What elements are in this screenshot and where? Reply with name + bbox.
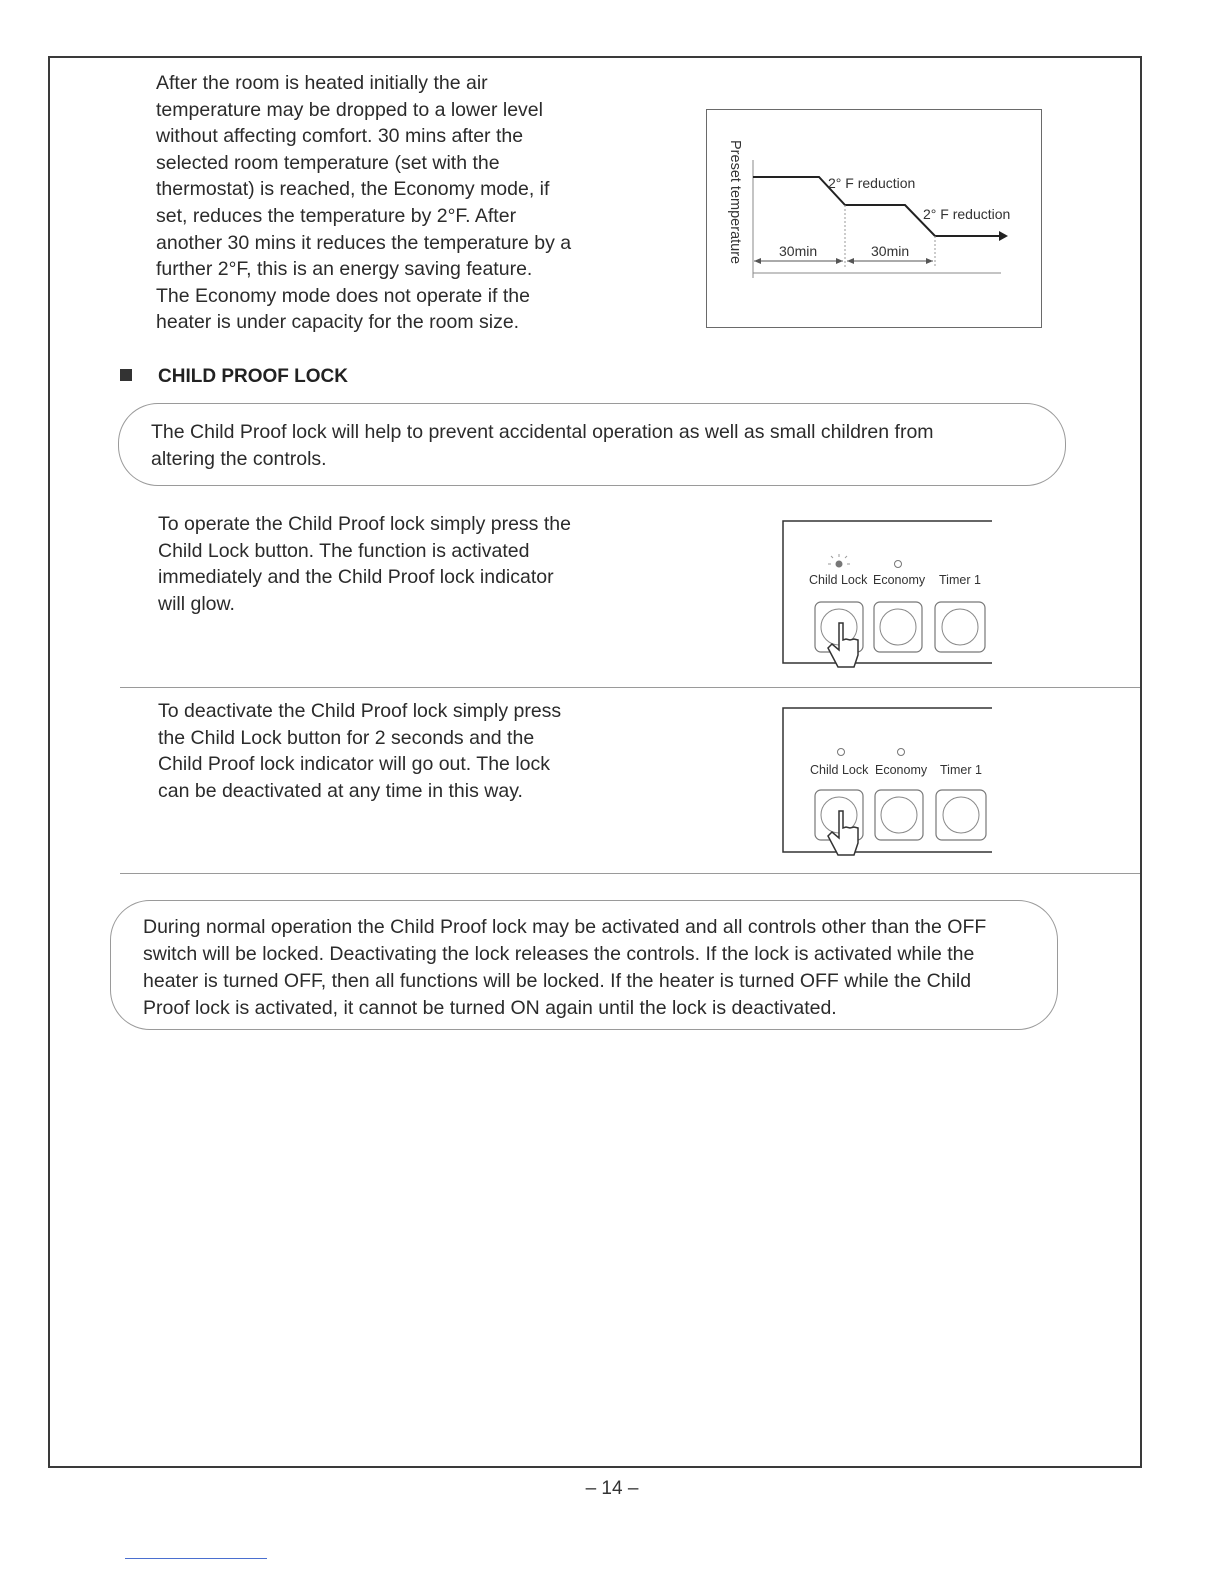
curve-arrowhead <box>999 231 1008 241</box>
note-text: During normal operation the Child Proof lock may be activated and all controls other than the OFF switch will be locked. Deactivating the lock releases the controls. If the lock is activated while the heater is turned OFF, then all functions will be locked. If the heater is turned OFF while the Child Proof lock is activated, it cannot be turned ON again until the lock is deactivated. <box>143 916 987 1019</box>
label-economy: Economy <box>875 763 928 777</box>
child-lock-indicator-lit <box>836 561 843 568</box>
interval-arrowhead <box>754 258 761 264</box>
intro-callout <box>118 403 1066 486</box>
label-economy: Economy <box>873 573 926 587</box>
button-ring <box>881 797 917 833</box>
pointing-hand-icon <box>828 623 858 667</box>
divider <box>120 687 1140 688</box>
interval-arrowhead <box>926 258 933 264</box>
panel-edge <box>783 708 992 852</box>
reduction-label-2: 2° F reduction <box>923 206 1011 222</box>
economy-chart <box>706 109 1042 328</box>
intro-text: The Child Proof lock will help to prevent accidental operation as well as small children from altering the controls. <box>151 421 934 470</box>
control-panel-active-svg <box>782 520 994 684</box>
button-ring <box>880 609 916 645</box>
child-lock-indicator-off <box>838 749 845 756</box>
economy-paragraph: After the room is heated initially the air temperature may be dropped to a lower level without affecting comfort. 30 mins after the selected room temperature (set with the thermostat) is reached, the Economy mode, if set, reduces the temperature by 2°F. After another 30 mins it reduces the temperature by a further 2°F, this is an energy saving feature. The Economy mode does not operate if the heater is under capacity for the room size. <box>156 72 572 334</box>
label-timer: Timer 1 <box>940 763 982 777</box>
interval-arrowhead <box>836 258 843 264</box>
section-heading-text: CHILD PROOF LOCK <box>158 366 348 387</box>
economy-indicator <box>898 749 905 756</box>
footer-rule <box>125 1558 267 1559</box>
section-heading <box>120 366 348 388</box>
divider <box>120 873 1140 874</box>
label-child-lock: Child Lock <box>809 573 868 587</box>
y-axis-label: Preset temperature <box>727 140 743 265</box>
control-panel-inactive <box>782 707 994 871</box>
reduction-label-1: 2° F reduction <box>828 175 916 191</box>
page-number: – 14 – <box>585 1478 639 1499</box>
button-ring <box>943 797 979 833</box>
pointing-hand-icon <box>828 811 858 855</box>
economy-indicator <box>895 561 902 568</box>
control-panel-active <box>782 520 994 684</box>
economy-chart-svg <box>707 110 1043 329</box>
interval-label-1: 30min <box>779 243 818 259</box>
bullet-square <box>120 369 132 381</box>
label-child-lock: Child Lock <box>810 763 869 777</box>
deactivate-paragraph: To deactivate the Child Proof lock simply press the Child Lock button for 2 seconds and the Child Proof lock indicator will go out. The lock can be deactivated at any time in this way. <box>158 700 562 802</box>
button-ring <box>942 609 978 645</box>
interval-arrowhead <box>847 258 854 264</box>
interval-label-2: 30min <box>871 243 910 259</box>
activate-paragraph: To operate the Child Proof lock simply press the Child Lock button. The function is activated immediately and the Child Proof lock indicator will glow. <box>158 513 571 615</box>
control-panel-inactive-svg <box>782 707 994 871</box>
note-callout <box>110 900 1058 1030</box>
label-timer: Timer 1 <box>939 573 981 587</box>
